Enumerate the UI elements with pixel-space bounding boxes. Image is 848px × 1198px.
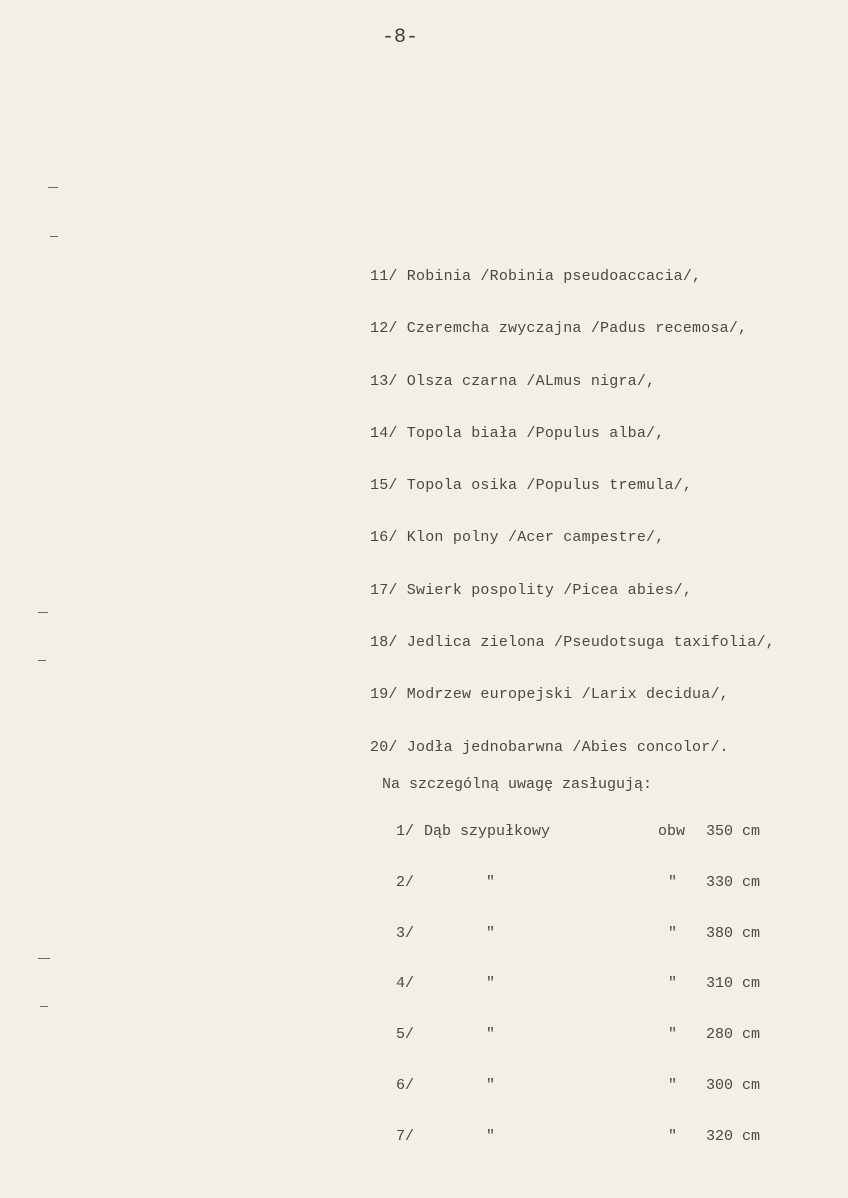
tree-name: " <box>486 975 496 993</box>
tree-name: " <box>486 873 496 891</box>
list-item: 12/ Czeremcha zwyczajna /Padus recemosa/, <box>370 320 748 338</box>
row-number: 4/ <box>396 975 415 993</box>
tree-name: " <box>486 924 496 942</box>
measure-label: " <box>668 1127 678 1145</box>
measure-label: " <box>668 924 678 942</box>
tree-name: " <box>486 1026 496 1044</box>
margin-speck <box>38 612 48 613</box>
margin-speck <box>48 187 58 188</box>
list-item: 18/ Jedlica zielona /Pseudotsuga taxifolia/, <box>370 634 775 652</box>
table-row <box>396 925 796 976</box>
list-item: 11/ Robinia /Robinia pseudoaccacia/, <box>370 268 702 285</box>
species-list <box>370 268 840 791</box>
row-number: 5/ <box>396 1026 415 1044</box>
measure-label: " <box>668 1076 678 1094</box>
margin-speck <box>38 660 46 661</box>
measure-value: 310 cm <box>706 975 761 993</box>
list-item: 14/ Topola biała /Populus alba/, <box>370 424 665 442</box>
page-number: -8- <box>382 26 419 49</box>
list-item: 16/ Klon polny /Acer campestre/, <box>370 529 665 547</box>
measure-value: 280 cm <box>706 1026 761 1044</box>
row-number: 7/ <box>396 1127 415 1145</box>
measure-value: 300 cm <box>706 1076 761 1094</box>
row-number: 3/ <box>396 924 415 942</box>
measure-label: " <box>668 975 678 993</box>
measure-value: 350 cm <box>706 823 761 840</box>
tree-measurement-table <box>396 823 796 1179</box>
list-item: 19/ Modrzew europejski /Larix decidua/, <box>370 686 729 704</box>
measure-value: 320 cm <box>706 1127 761 1145</box>
measure-label: " <box>668 1026 678 1044</box>
measure-label: obw <box>658 823 686 840</box>
tree-name: " <box>486 1127 496 1145</box>
list-item: 13/ Olsza czarna /ALmus nigra/, <box>370 372 656 390</box>
measure-value: 380 cm <box>706 924 761 942</box>
tree-name: Dąb szypułkowy <box>424 823 551 840</box>
tree-name: " <box>486 1076 496 1094</box>
row-number: 6/ <box>396 1076 415 1094</box>
list-item: 20/ Jodła jednobarwna /Abies concolor/. <box>370 738 729 756</box>
section-intro: Na szczególną uwagę zasługują: <box>382 776 653 793</box>
table-row <box>396 1128 796 1179</box>
list-item: 15/ Topola osika /Populus tremula/, <box>370 477 693 495</box>
measure-value: 330 cm <box>706 873 761 891</box>
list-item: 17/ Swierk pospolity /Picea abies/, <box>370 581 693 599</box>
row-number: 2/ <box>396 873 415 891</box>
table-row <box>396 1026 796 1077</box>
table-row <box>396 874 796 925</box>
margin-speck <box>40 1006 48 1007</box>
measure-label: " <box>668 873 678 891</box>
table-row <box>396 975 796 1026</box>
table-row <box>396 823 796 874</box>
margin-speck <box>50 236 58 237</box>
margin-speck <box>38 958 50 959</box>
table-row <box>396 1077 796 1128</box>
row-number: 1/ <box>396 823 415 840</box>
